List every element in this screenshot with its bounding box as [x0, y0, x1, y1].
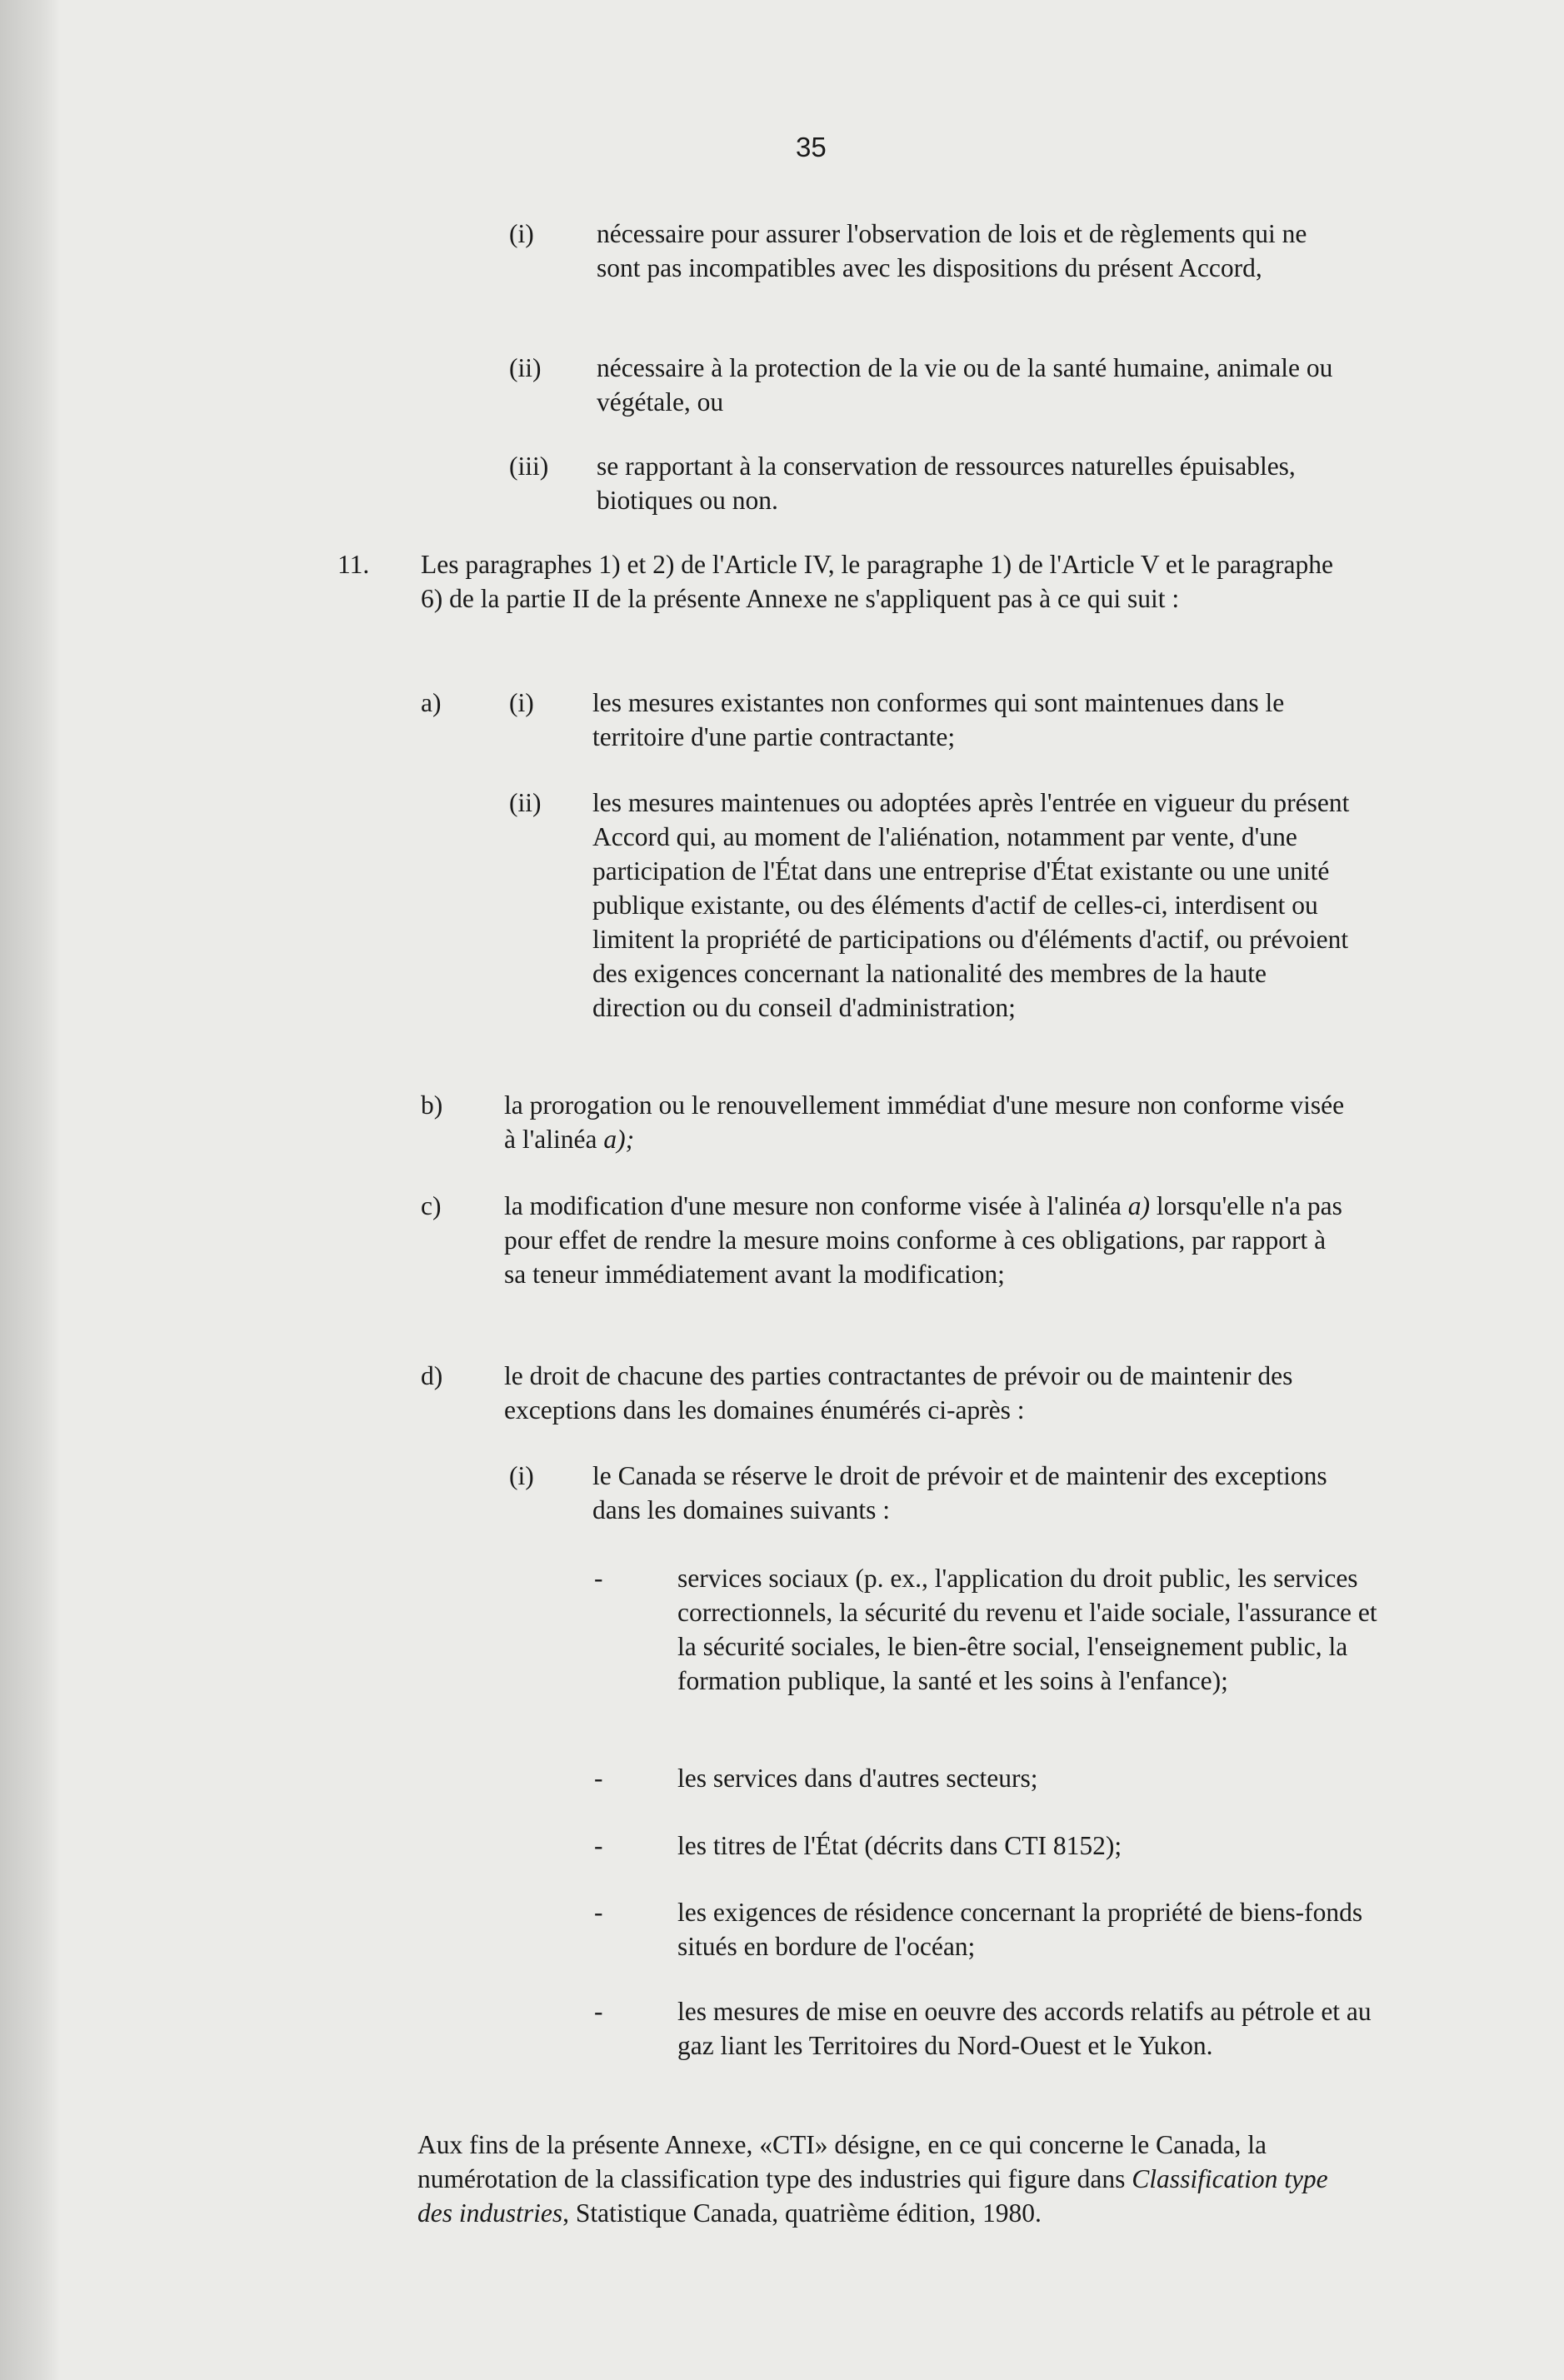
- item-c-body: la modification d'une mesure non conforme visée à l'alinéa: [504, 1191, 1122, 1220]
- item-c-ref: a): [1127, 1191, 1150, 1220]
- cti-definition-end: , Statistique Canada, quatrième édition, 1980.: [562, 2198, 1042, 2228]
- item-d-i-text: le Canada se réserve le droit de prévoir et de maintenir des exceptions dans les domaines suivants :: [592, 1461, 1327, 1524]
- item-b-label: b): [421, 1090, 443, 1120]
- item-ii-text: nécessaire à la protection de la vie ou de la santé humaine, animale ou végétale, ou: [597, 353, 1333, 417]
- item-a-i-text: les mesures existantes non conformes qui sont maintenues dans le territoire d'une partie contractante;: [592, 688, 1285, 751]
- paragraph-11-number: 11.: [337, 550, 370, 579]
- item-d-i-label: (i): [509, 1461, 534, 1490]
- item-c-text: [504, 1189, 1352, 1291]
- item-d-label: d): [421, 1361, 443, 1390]
- dash-item-petroleum-gas: les mesures de mise en oeuvre des accords relatifs au pétrole et au gaz liant les Territoires du Nord-Ouest et le Yukon.: [677, 1997, 1372, 2060]
- cti-definition: [417, 2128, 1363, 2230]
- item-a-ii-label: (ii): [509, 788, 542, 817]
- page-binding-shadow: [0, 0, 60, 2380]
- item-b-body: la prorogation ou le renouvellement immédiat d'une mesure non conforme visée à l'alinéa: [504, 1090, 1345, 1154]
- dash-marker: -: [594, 1898, 603, 1927]
- paragraph-11-text: Les paragraphes 1) et 2) de l'Article IV, le paragraphe 1) de l'Article V et le paragraphe 6) de la partie II de la présente Annexe ne s'appliquent pas à ce qui suit :: [421, 550, 1333, 613]
- dash-item-other-sectors: les services dans d'autres secteurs;: [677, 1764, 1038, 1793]
- dash-marker: -: [594, 1764, 603, 1793]
- dash-marker: -: [594, 1997, 603, 2026]
- item-i-label: (i): [509, 219, 534, 248]
- dash-marker: -: [594, 1564, 603, 1593]
- item-i-text: nécessaire pour assurer l'observation de lois et de règlements qui ne sont pas incompatibles avec les dispositions du présent Accord,: [597, 219, 1307, 282]
- item-c-body-2: lorsqu'elle n'a pas pour effet de rendre la mesure moins conforme à ces obligations, par rapport à sa teneur immédiatement avant la modification;: [504, 1191, 1342, 1289]
- item-a-ii-text: les mesures maintenues ou adoptées après l'entrée en vigueur du présent Accord qui, au moment de l'aliénation, notamment par vente, d'une participation de l'État dans une entreprise d'État existante ou une unité publique existante, ou des éléments d'actif de celles-ci, interdisent ou limitent la propriété de participations ou d'éléments d'actif, ou prévoient des exigences concernant la nationalité des membres de la haute direction ou du conseil d'administration;: [592, 788, 1350, 1022]
- item-c-label: c): [421, 1191, 442, 1220]
- item-iii-label: (iii): [509, 452, 549, 481]
- page-number: 35: [796, 132, 827, 162]
- item-b-text: [504, 1088, 1352, 1156]
- item-a-label: a): [421, 688, 442, 717]
- item-iii-text: se rapportant à la conservation de ressources naturelles épuisables, biotiques ou non.: [597, 452, 1296, 515]
- item-b-ref: a);: [603, 1125, 635, 1154]
- item-d-text: le droit de chacune des parties contractantes de prévoir ou de maintenir des exceptions dans les domaines énumérés ci-après :: [504, 1361, 1293, 1425]
- cti-publication-title: Classification type des industries: [417, 2164, 1328, 2228]
- item-ii-label: (ii): [509, 353, 542, 382]
- dash-item-residency: les exigences de résidence concernant la propriété de biens-fonds situés en bordure de l'océan;: [677, 1898, 1363, 1961]
- dash-marker: -: [594, 1831, 603, 1860]
- cti-definition-body: Aux fins de la présente Annexe, «CTI» désigne, en ce qui concerne le Canada, la numérotation de la classification type des industries qui figure dans: [417, 2130, 1267, 2193]
- dash-item-state-titles: les titres de l'État (décrits dans CTI 8152);: [677, 1831, 1122, 1860]
- dash-item-social-services: services sociaux (p. ex., l'application du droit public, les services correctionnels, la sécurité du revenu et l'aide sociale, l'assurance et la sécurité sociales, le bien-être social, l'enseignement public, la formation publique, la santé et les soins à l'enfance);: [677, 1564, 1377, 1695]
- item-a-i-label: (i): [509, 688, 534, 717]
